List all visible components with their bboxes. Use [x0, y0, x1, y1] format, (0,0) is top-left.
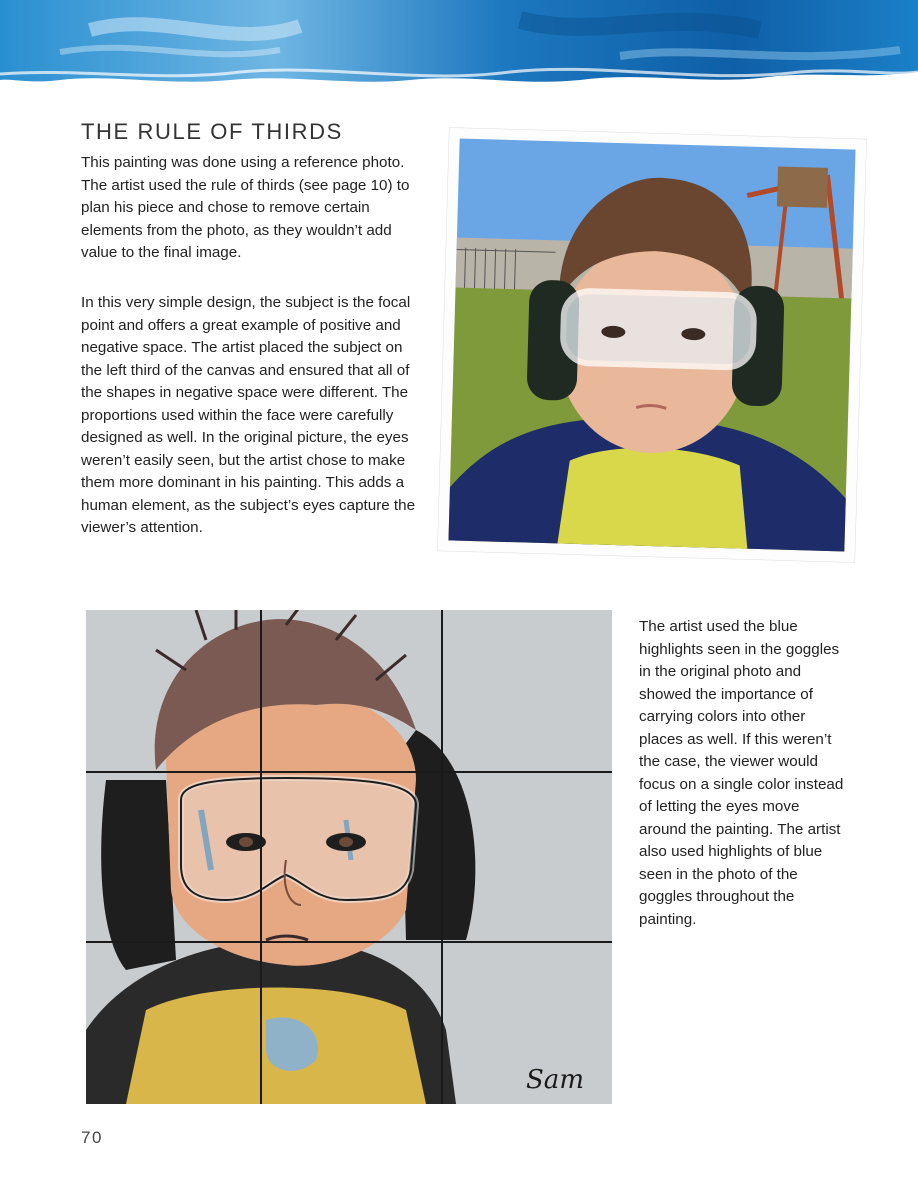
header-banner	[0, 0, 918, 90]
painting-illustration	[86, 610, 612, 1104]
page-title: THE RULE OF THIRDS	[81, 119, 343, 144]
intro-paragraph: This painting was done using a reference photo. The artist used the rule of thirds (see page 10) to plan his piece and chose to remove certain elements from the photo, as they wouldn’t add value to the final image.	[81, 154, 410, 261]
reference-photo	[437, 127, 867, 563]
color-paragraph: The artist used the blue highlights seen in the goggles in the original photo and showed the importance of carrying colors into other places as well. If this weren’t the case, the viewer would focus on a single color instead of letting the eyes move around the painting. The artist also used highlights of blue seen in the photo of the goggles throughout the painting.	[639, 618, 844, 928]
banner-brushstroke-graphic	[0, 0, 918, 90]
composition-paragraph: In this very simple design, the subject is the focal point and offers a great example of positive and negative space. The artist placed the subject on the left third of the canvas and ensured that all of the shapes in negative space were different. The proportions used within the face were carefully designed as well. In the original picture, the eyes weren’t easily seen, but the artist chose to make them more dominant in his painting. This adds a human element, as the subject’s eyes capture the viewer’s attention.	[81, 294, 416, 536]
reference-photo-illustration	[437, 127, 867, 563]
painting-signature: Sam	[526, 1065, 584, 1095]
painting-with-grid	[86, 610, 612, 1104]
page-number: 70	[81, 1128, 103, 1147]
